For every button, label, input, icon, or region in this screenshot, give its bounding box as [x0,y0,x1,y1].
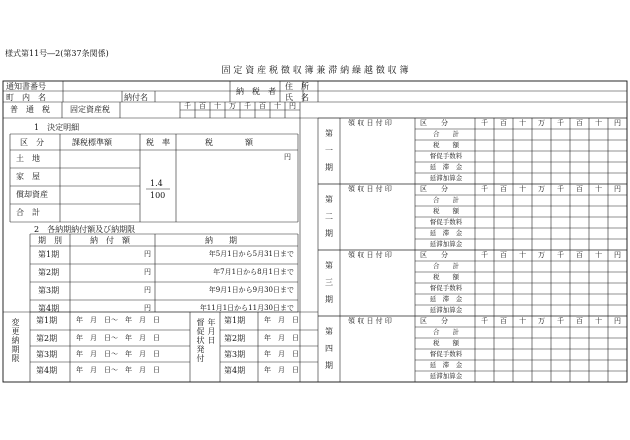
digit-unit-label: 十 [214,102,221,110]
digit-unit-label: 万 [229,102,236,110]
reminder-period: 第1期 [224,316,246,325]
digit-unit-label: 十 [595,251,602,259]
form-number: 様式第11号―2(第37条関係) [5,49,109,58]
period-label-char: 期 [325,229,333,238]
period-label-char: 三 [325,278,333,287]
sub-row-label: 税 額 [433,273,459,281]
decision-col-rate: 税 率 [146,138,170,147]
digit-unit-label: 百 [576,185,583,193]
digit-unit-label: 円 [289,102,296,110]
digit-unit-label: 百 [259,102,266,110]
digit-unit-label: 千 [184,102,191,110]
installment-period: 第3期 [38,286,60,295]
sub-row-label: 督促手数料 [429,350,463,358]
digit-unit-label: 十 [519,317,526,325]
sub-row-label: 税 額 [433,141,459,149]
decision-col-base: 課税標準額 [72,138,112,147]
installment-deadline: 年11月1日から11月30日まで [199,304,294,312]
changed-range: 年 月 日～ 年 月 日 [76,334,160,342]
digit-unit-label: 十 [519,185,526,193]
installments-col-amount: 納 付 額 [90,236,130,245]
taxpayer-label: 納 税 者 [236,87,276,96]
sub-row-label: 延滞加算金 [429,372,463,380]
period-label-char: 期 [325,295,333,304]
installment-period: 第4期 [38,304,60,313]
digit-unit-label: 千 [557,185,564,193]
period-label-char: 第 [325,261,333,270]
installment-yen-unit: 円 [144,286,151,294]
payment-name-label: 納付名 [124,93,148,102]
notice-number-label: 通知書番号 [6,82,46,91]
period-label-char: 一 [325,146,333,155]
changed-period: 第3期 [36,350,58,359]
period-label-char: 第 [325,129,333,138]
receipt-stamp-header: 領 収 日 付 印 [348,251,392,259]
receipt-stamp-header: 領 収 日 付 印 [348,185,392,193]
address-label: 住 所 [285,82,309,91]
installment-yen-unit: 円 [144,268,151,276]
sub-row-label: 延 滞 金 [429,295,463,303]
sub-row-label: 税 額 [433,207,459,215]
period-label-char: 二 [325,212,333,221]
sub-row-label: 延滞加算金 [429,306,463,314]
sub-row-label: 延 滞 金 [429,229,463,237]
digit-unit-label: 十 [274,102,281,110]
digit-unit-label: 百 [576,119,583,127]
receipt-stamp-header: 領 収 日 付 印 [348,317,392,325]
digit-unit-label: 千 [557,119,564,127]
category-header: 区 分 [420,251,448,259]
digit-unit-label: 百 [576,251,583,259]
sub-row-label: 督促手数料 [429,284,463,292]
tax-type-label: 固定資産税 [70,105,110,114]
sub-row-label: 合 計 [433,262,459,270]
changed-period: 第4期 [36,366,58,375]
decision-col-amount: 税 額 [205,138,253,147]
form-title: 固 定 資 産 税 徴 収 簿 兼 滞 納 繰 越 徴 収 簿 [221,66,409,76]
reminder-date: 年 月 日 [264,366,299,374]
installment-deadline: 年5月1日から5月31日まで [208,250,294,258]
digit-unit-label: 千 [557,317,564,325]
name-label: 氏 名 [285,93,309,102]
sub-row-label: 延 滞 金 [429,163,463,171]
category-header: 区 分 [420,119,448,127]
reminder-period: 第3期 [224,350,246,359]
period-label-char: 期 [325,361,333,370]
changed-deadline-label: 変更納期限 [11,318,20,363]
reminder-date: 年 月 日 [264,316,299,324]
digit-unit-label: 百 [199,102,206,110]
digit-unit-label: 円 [614,185,621,193]
digit-unit-label: 万 [538,251,545,259]
digit-unit-label: 十 [595,185,602,193]
reminder-date: 年 月 日 [264,334,299,342]
digit-unit-label: 百 [500,119,507,127]
changed-period: 第1期 [36,316,58,325]
category-header: 区 分 [420,317,448,325]
installment-period: 第2期 [38,268,60,277]
decision-row-depreciable: 償却資産 [16,190,48,199]
period-label-char: 第 [325,327,333,336]
decision-section-label: 1 決定明細 [34,123,80,132]
digit-unit-label: 十 [595,119,602,127]
installment-deadline: 年7月1日から8月1日まで [213,268,294,276]
reminder-label-1: 督促状発付 [196,318,205,363]
installment-period: 第1期 [38,250,60,259]
sub-row-label: 合 計 [433,328,459,336]
changed-range: 年 月 日～ 年 月 日 [76,316,160,324]
digit-unit-label: 千 [481,317,488,325]
period-label-char: 第 [325,195,333,204]
changed-period: 第2期 [36,334,58,343]
reminder-period: 第2期 [224,334,246,343]
digit-unit-label: 百 [500,185,507,193]
digit-unit-label: 円 [614,119,621,127]
town-label: 町 内 名 [6,93,46,102]
sub-row-label: 延滞加算金 [429,174,463,182]
digit-unit-label: 百 [500,317,507,325]
digit-unit-label: 万 [538,185,545,193]
sub-row-label: 督促手数料 [429,218,463,226]
category-header: 区 分 [420,185,448,193]
sub-row-label: 合 計 [433,130,459,138]
installment-deadline: 年9月1日から9月30日まで [208,286,294,294]
changed-range: 年 月 日～ 年 月 日 [76,366,160,374]
digit-unit-label: 十 [519,251,526,259]
installment-yen-unit: 円 [144,250,151,258]
digit-unit-label: 千 [557,251,564,259]
installments-col-deadline: 納 期 [205,236,237,245]
reminder-label-2: 年月日 [207,318,216,345]
rate-denominator: 100 [150,191,166,200]
category-label: 普 通 税 [10,105,50,114]
receipt-stamp-header: 領 収 日 付 印 [348,119,392,127]
period-label-char: 期 [325,163,333,172]
decision-yen-unit: 円 [284,153,291,161]
period-label-char: 四 [325,344,333,353]
installment-yen-unit: 円 [144,304,151,312]
sub-row-label: 延 滞 金 [429,361,463,369]
digit-unit-label: 千 [481,185,488,193]
sub-row-label: 督促手数料 [429,152,463,160]
installments-section-label: 2 各納期納付額及び納期限 [34,225,136,234]
digit-unit-label: 千 [481,251,488,259]
sub-row-label: 延滞加算金 [429,240,463,248]
digit-unit-label: 百 [500,251,507,259]
decision-row-land: 土 地 [16,154,40,163]
reminder-period: 第4期 [224,366,246,375]
digit-unit-label: 十 [519,119,526,127]
reminder-date: 年 月 日 [264,350,299,358]
installments-col-period: 期 別 [38,236,62,245]
decision-row-total: 合 計 [16,208,40,217]
digit-unit-label: 万 [538,317,545,325]
decision-col-category: 区 分 [20,138,44,147]
digit-unit-label: 円 [614,251,621,259]
sub-row-label: 税 額 [433,339,459,347]
digit-unit-label: 円 [614,317,621,325]
sub-row-label: 合 計 [433,196,459,204]
digit-unit-label: 千 [481,119,488,127]
changed-range: 年 月 日～ 年 月 日 [76,350,160,358]
digit-unit-label: 百 [576,317,583,325]
digit-unit-label: 十 [595,317,602,325]
rate-numerator: 1.4 [150,179,163,188]
digit-unit-label: 万 [538,119,545,127]
decision-row-building: 家 屋 [16,172,40,181]
digit-unit-label: 千 [244,102,251,110]
